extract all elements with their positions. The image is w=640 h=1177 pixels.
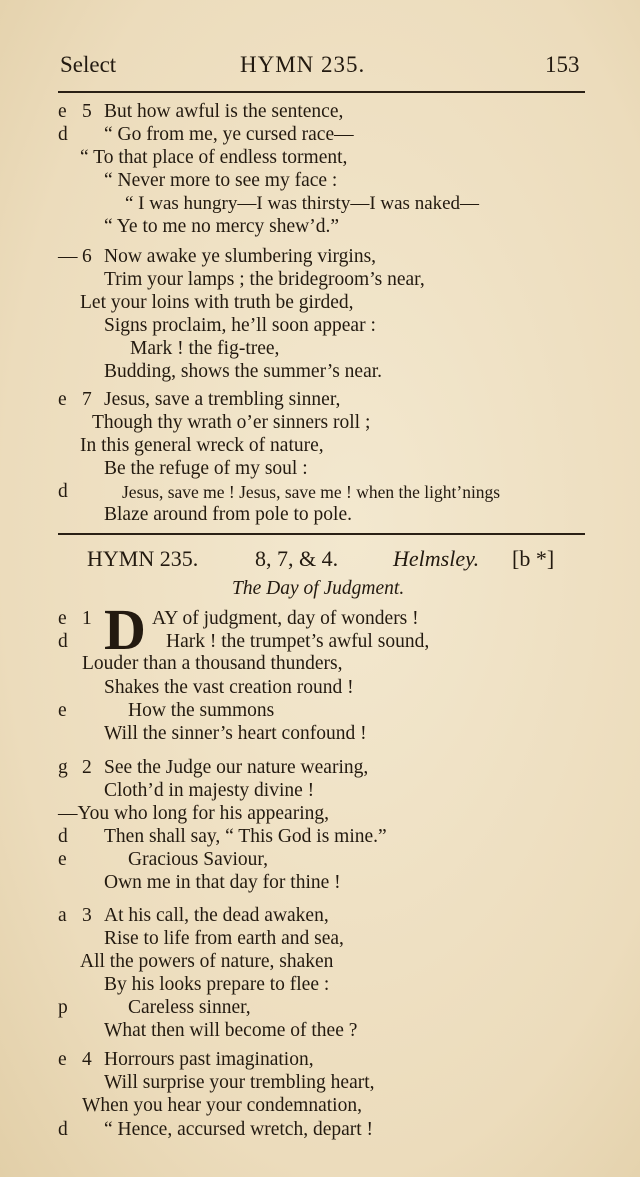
verse-mark: d <box>58 631 68 652</box>
verse-line: Though thy wrath o’er sinners roll ; <box>92 412 371 433</box>
verse-line: Louder than a thousand thunders, <box>82 653 343 674</box>
verse-line: Own me in that day for thine ! <box>104 872 341 893</box>
verse-line: Cloth’d in majesty divine ! <box>104 780 315 801</box>
verse-line: When you hear your condemnation, <box>82 1095 362 1116</box>
verse-number: 4 <box>82 1049 92 1070</box>
verse-line: Be the refuge of my soul : <box>104 458 308 479</box>
verse-line: Signs proclaim, he’ll soon appear : <box>104 315 376 336</box>
verse-mark: e <box>58 101 67 122</box>
verse-number: 6 <box>82 246 92 267</box>
verse-line: Rise to life from earth and sea, <box>104 928 344 949</box>
hymn-key: [b *] <box>512 546 555 571</box>
verse-line: By his looks prepare to flee : <box>104 974 330 995</box>
verse-mark: e <box>58 849 67 870</box>
verse-line: “ Ye to me no mercy shew’d.” <box>104 216 340 237</box>
verse-number: 3 <box>82 905 92 926</box>
verse-line: Let your loins with truth be girded, <box>80 292 354 313</box>
verse-mark: d <box>58 481 68 502</box>
verse-line: “ Never more to see my face : <box>104 170 338 191</box>
verse-mark: d <box>58 124 68 145</box>
verse-line: All the powers of nature, shaken <box>80 951 334 972</box>
verse-line: —You who long for his appearing, <box>58 803 330 824</box>
verse-number: 2 <box>82 757 92 778</box>
hymn-number: HYMN 235. <box>87 546 199 571</box>
verse-line: Trim your lamps ; the bridegroom’s near, <box>104 269 425 290</box>
verse-number: 7 <box>82 389 92 410</box>
verse-mark: d <box>58 1119 68 1140</box>
drop-cap: D <box>104 597 146 662</box>
verse-line: Jesus, save a trembling sinner, <box>104 389 341 410</box>
verse-line: Now awake ye slumbering virgins, <box>104 246 377 267</box>
hymn-meter: 8, 7, & 4. <box>255 546 339 571</box>
verse-line: “ I was hungry—I was thirsty—I was naked— <box>125 193 480 214</box>
verse-line: Budding, shows the summer’s near. <box>104 361 383 382</box>
verse-line: Blaze around from pole to pole. <box>104 504 353 525</box>
verse-mark: e <box>58 1049 67 1070</box>
verse-line: But how awful is the sentence, <box>104 101 344 122</box>
verse-line: Horrours past imagination, <box>104 1049 314 1070</box>
verse-mark: d <box>58 826 68 847</box>
verse-line: Careless sinner, <box>128 997 251 1018</box>
verse-line: Hark ! the trumpet’s awful sound, <box>166 631 430 652</box>
verse-line: Then shall say, “ This God is mine.” <box>104 826 387 847</box>
verse-line: How the summons <box>128 700 275 721</box>
verse-line: “ To that place of endless torment, <box>80 147 348 168</box>
verse-mark: e <box>58 389 67 410</box>
running-header <box>0 52 640 82</box>
header-rule <box>58 91 585 93</box>
verse-line: Will the sinner’s heart confound ! <box>104 723 367 744</box>
hymn-subtitle: The Day of Judgment. <box>232 578 405 599</box>
verse-mark: — <box>58 246 78 267</box>
verse-number: 5 <box>82 101 92 122</box>
verse-line: What then will become of thee ? <box>104 1020 358 1041</box>
verse-line: Will surprise your trembling heart, <box>104 1072 375 1093</box>
section-rule <box>58 533 585 535</box>
verse-line: “ Go from me, ye cursed race— <box>104 124 354 145</box>
verse-line: Shakes the vast creation round ! <box>104 677 354 698</box>
verse-line: See the Judge our nature wearing, <box>104 757 369 778</box>
verse-line: “ Hence, accursed wretch, depart ! <box>104 1119 374 1140</box>
verse-number: 1 <box>82 608 92 629</box>
verse-mark: e <box>58 608 67 629</box>
verse-mark: p <box>58 997 68 1018</box>
verse-line: At his call, the dead awaken, <box>104 905 329 926</box>
verse-mark: a <box>58 905 67 926</box>
verse-line: Mark ! the fig-tree, <box>130 338 280 359</box>
verse-mark: e <box>58 700 67 721</box>
verse-mark: g <box>58 757 68 778</box>
page-number: 153 <box>545 52 580 77</box>
hymn-heading <box>87 546 567 576</box>
verse-line: Jesus, save me ! Jesus, save me ! when the light’nings <box>122 482 501 502</box>
verse-line: In this general wreck of nature, <box>80 435 324 456</box>
hymn-tune: Helmsley. <box>393 546 480 571</box>
header-left: Select <box>60 52 117 77</box>
header-center: HYMN 235. <box>240 52 366 77</box>
verse-line: Gracious Saviour, <box>128 849 269 870</box>
verse-line: AY of judgment, day of wonders ! <box>152 608 419 629</box>
